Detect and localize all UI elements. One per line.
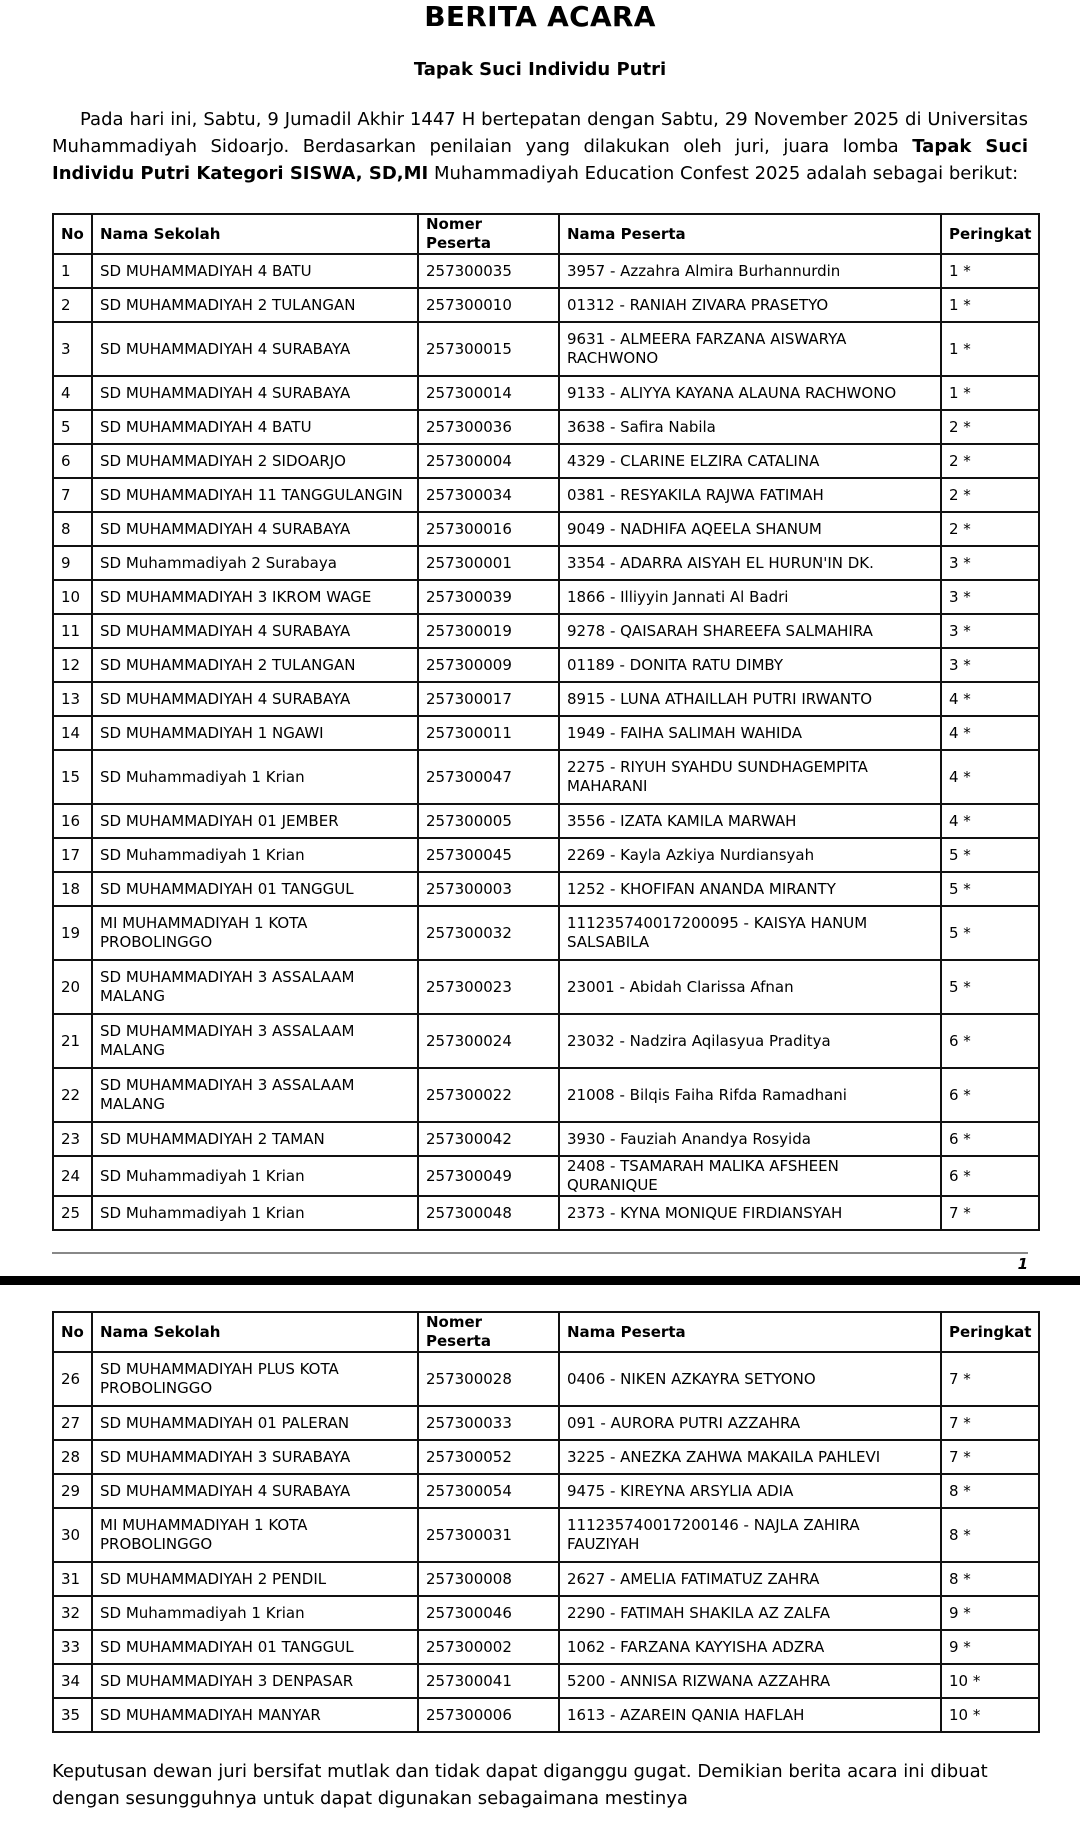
cell-school: SD MUHAMMADIYAH 4 SURABAYA bbox=[92, 1474, 418, 1508]
cell-number: 257300046 bbox=[418, 1596, 559, 1630]
cell-no: 23 bbox=[53, 1122, 92, 1156]
header-rank: Peringkat bbox=[941, 1312, 1039, 1352]
cell-school: MI MUHAMMADIYAH 1 KOTA PROBOLINGGO bbox=[92, 1508, 418, 1562]
cell-rank: 6 * bbox=[941, 1014, 1039, 1068]
cell-rank: 8 * bbox=[941, 1508, 1039, 1562]
cell-number: 257300031 bbox=[418, 1508, 559, 1562]
cell-school: SD MUHAMMADIYAH 3 ASSALAAM MALANG bbox=[92, 1068, 418, 1122]
cell-name: 3354 - ADARRA AISYAH EL HURUN'IN DK. bbox=[559, 546, 941, 580]
table-row bbox=[53, 1068, 1039, 1122]
cell-name: 3930 - Fauziah Anandya Rosyida bbox=[559, 1122, 941, 1156]
cell-number: 257300017 bbox=[418, 682, 559, 716]
cell-number: 257300019 bbox=[418, 614, 559, 648]
cell-school: SD MUHAMMADIYAH 2 TAMAN bbox=[92, 1122, 418, 1156]
cell-number: 257300004 bbox=[418, 444, 559, 478]
cell-no: 15 bbox=[53, 750, 92, 804]
cell-name: 0406 - NIKEN AZKAYRA SETYONO bbox=[559, 1352, 941, 1406]
header-no: No bbox=[53, 214, 92, 254]
table-row bbox=[53, 1122, 1039, 1156]
cell-rank: 3 * bbox=[941, 580, 1039, 614]
cell-number: 257300015 bbox=[418, 322, 559, 376]
cell-rank: 1 * bbox=[941, 376, 1039, 410]
cell-number: 257300048 bbox=[418, 1196, 559, 1230]
table-row bbox=[53, 254, 1039, 288]
cell-no: 12 bbox=[53, 648, 92, 682]
table-row bbox=[53, 906, 1039, 960]
cell-number: 257300022 bbox=[418, 1068, 559, 1122]
results-table-page-1 bbox=[52, 213, 1040, 1231]
cell-number: 257300047 bbox=[418, 750, 559, 804]
table-row bbox=[53, 376, 1039, 410]
table-row bbox=[53, 1508, 1039, 1562]
cell-rank: 4 * bbox=[941, 682, 1039, 716]
cell-school: SD MUHAMMADIYAH 4 BATU bbox=[92, 254, 418, 288]
header-number: Nomer Peserta bbox=[418, 214, 559, 254]
cell-name: 5200 - ANNISA RIZWANA AZZAHRA bbox=[559, 1664, 941, 1698]
cell-name: 21008 - Bilqis Faiha Rifda Ramadhani bbox=[559, 1068, 941, 1122]
cell-name: 9631 - ALMEERA FARZANA AISWARYA RACHWONO bbox=[559, 322, 941, 376]
cell-school: SD Muhammadiyah 1 Krian bbox=[92, 750, 418, 804]
cell-number: 257300010 bbox=[418, 288, 559, 322]
cell-rank: 5 * bbox=[941, 872, 1039, 906]
cell-name: 1866 - Illiyyin Jannati Al Badri bbox=[559, 580, 941, 614]
cell-rank: 2 * bbox=[941, 478, 1039, 512]
cell-no: 20 bbox=[53, 960, 92, 1014]
cell-number: 257300035 bbox=[418, 254, 559, 288]
table-header-row bbox=[53, 1312, 1039, 1352]
cell-rank: 7 * bbox=[941, 1352, 1039, 1406]
cell-school: SD Muhammadiyah 1 Krian bbox=[92, 1596, 418, 1630]
header-school: Nama Sekolah bbox=[92, 214, 418, 254]
cell-rank: 5 * bbox=[941, 838, 1039, 872]
cell-no: 26 bbox=[53, 1352, 92, 1406]
header-school: Nama Sekolah bbox=[92, 1312, 418, 1352]
cell-no: 33 bbox=[53, 1630, 92, 1664]
table-row bbox=[53, 682, 1039, 716]
cell-rank: 1 * bbox=[941, 288, 1039, 322]
intro-text-2: Muhammadiyah Education Confest 2025 adalah sebagai berikut: bbox=[428, 163, 1019, 184]
cell-school: SD Muhammadiyah 1 Krian bbox=[92, 838, 418, 872]
cell-school: SD MUHAMMADIYAH 01 TANGGUL bbox=[92, 1630, 418, 1664]
intro-category-bold: Tapak Suci Individu Putri Kategori SISWA, SD,MI bbox=[52, 136, 1028, 184]
cell-rank: 1 * bbox=[941, 254, 1039, 288]
cell-school: SD MUHAMMADIYAH 3 DENPASAR bbox=[92, 1664, 418, 1698]
cell-rank: 8 * bbox=[941, 1562, 1039, 1596]
cell-rank: 7 * bbox=[941, 1406, 1039, 1440]
table-row bbox=[53, 872, 1039, 906]
cell-number: 257300009 bbox=[418, 648, 559, 682]
cell-rank: 3 * bbox=[941, 614, 1039, 648]
cell-no: 16 bbox=[53, 804, 92, 838]
table-row bbox=[53, 960, 1039, 1014]
cell-number: 257300014 bbox=[418, 376, 559, 410]
cell-rank: 9 * bbox=[941, 1630, 1039, 1664]
table-row bbox=[53, 478, 1039, 512]
cell-school: SD MUHAMMADIYAH 4 SURABAYA bbox=[92, 512, 418, 546]
cell-number: 257300028 bbox=[418, 1352, 559, 1406]
cell-name: 9475 - KIREYNA ARSYLIA ADIA bbox=[559, 1474, 941, 1508]
closing-paragraph: Keputusan dewan juri bersifat mutlak dan tidak dapat diganggu gugat. Demikian berita acara ini dibuat dengan sesungguhnya untuk dapat digunakan sebagaimana mestinya bbox=[52, 1761, 988, 1809]
intro-text-1: Pada hari ini, Sabtu, 9 Jumadil Akhir 1447 H bertepatan dengan Sabtu, 29 November 2025 di Universitas Muhammadiyah Sidoarjo. Berdasarkan penilaian yang dilakukan oleh juri, juara lomba bbox=[52, 109, 1028, 157]
cell-name: 2269 - Kayla Azkiya Nurdiansyah bbox=[559, 838, 941, 872]
cell-rank: 6 * bbox=[941, 1156, 1039, 1196]
page-footer-rule bbox=[52, 1252, 1028, 1254]
cell-no: 14 bbox=[53, 716, 92, 750]
cell-rank: 10 * bbox=[941, 1664, 1039, 1698]
cell-no: 35 bbox=[53, 1698, 92, 1732]
cell-number: 257300033 bbox=[418, 1406, 559, 1440]
cell-school: SD MUHAMMADIYAH 4 SURABAYA bbox=[92, 322, 418, 376]
cell-name: 2408 - TSAMARAH MALIKA AFSHEEN QURANIQUE bbox=[559, 1156, 941, 1196]
cell-name: 3225 - ANEZKA ZAHWA MAKAILA PAHLEVI bbox=[559, 1440, 941, 1474]
cell-school: SD Muhammadiyah 2 Surabaya bbox=[92, 546, 418, 580]
table-row bbox=[53, 1406, 1039, 1440]
page-number: 1 bbox=[1017, 1255, 1028, 1273]
table-row bbox=[53, 322, 1039, 376]
cell-no: 7 bbox=[53, 478, 92, 512]
cell-school: SD MUHAMMADIYAH 1 NGAWI bbox=[92, 716, 418, 750]
cell-school: SD MUHAMMADIYAH 11 TANGGULANGIN bbox=[92, 478, 418, 512]
cell-number: 257300034 bbox=[418, 478, 559, 512]
cell-number: 257300016 bbox=[418, 512, 559, 546]
table-row bbox=[53, 580, 1039, 614]
cell-rank: 3 * bbox=[941, 546, 1039, 580]
cell-name: 01312 - RANIAH ZIVARA PRASETYO bbox=[559, 288, 941, 322]
table-body-page-1 bbox=[53, 254, 1039, 1230]
cell-rank: 8 * bbox=[941, 1474, 1039, 1508]
cell-no: 28 bbox=[53, 1440, 92, 1474]
cell-name: 1613 - AZAREIN QANIA HAFLAH bbox=[559, 1698, 941, 1732]
cell-name: 3957 - Azzahra Almira Burhannurdin bbox=[559, 254, 941, 288]
intro-paragraph bbox=[52, 106, 1028, 187]
cell-rank: 7 * bbox=[941, 1196, 1039, 1230]
cell-number: 257300002 bbox=[418, 1630, 559, 1664]
table-body-page-2 bbox=[53, 1352, 1039, 1732]
cell-name: 2373 - KYNA MONIQUE FIRDIANSYAH bbox=[559, 1196, 941, 1230]
cell-name: 23032 - Nadzira Aqilasyua Praditya bbox=[559, 1014, 941, 1068]
header-name: Nama Peserta bbox=[559, 1312, 941, 1352]
cell-number: 257300045 bbox=[418, 838, 559, 872]
cell-name: 0381 - RESYAKILA RAJWA FATIMAH bbox=[559, 478, 941, 512]
cell-number: 257300006 bbox=[418, 1698, 559, 1732]
cell-no: 29 bbox=[53, 1474, 92, 1508]
cell-school: SD MUHAMMADIYAH 4 SURABAYA bbox=[92, 682, 418, 716]
cell-name: 4329 - CLARINE ELZIRA CATALINA bbox=[559, 444, 941, 478]
cell-name: 23001 - Abidah Clarissa Afnan bbox=[559, 960, 941, 1014]
cell-rank: 6 * bbox=[941, 1068, 1039, 1122]
table-row bbox=[53, 1596, 1039, 1630]
table-row bbox=[53, 1156, 1039, 1196]
cell-no: 24 bbox=[53, 1156, 92, 1196]
cell-number: 257300054 bbox=[418, 1474, 559, 1508]
cell-name: 9049 - NADHIFA AQEELA SHANUM bbox=[559, 512, 941, 546]
cell-school: SD MUHAMMADIYAH 4 SURABAYA bbox=[92, 614, 418, 648]
table-row bbox=[53, 716, 1039, 750]
cell-no: 31 bbox=[53, 1562, 92, 1596]
header-name: Nama Peserta bbox=[559, 214, 941, 254]
cell-number: 257300024 bbox=[418, 1014, 559, 1068]
cell-no: 4 bbox=[53, 376, 92, 410]
cell-rank: 7 * bbox=[941, 1440, 1039, 1474]
cell-rank: 4 * bbox=[941, 716, 1039, 750]
cell-no: 11 bbox=[53, 614, 92, 648]
table-row bbox=[53, 1474, 1039, 1508]
cell-school: SD MUHAMMADIYAH 3 IKROM WAGE bbox=[92, 580, 418, 614]
header-number: Nomer Peserta bbox=[418, 1312, 559, 1352]
cell-number: 257300003 bbox=[418, 872, 559, 906]
table-row bbox=[53, 1698, 1039, 1732]
cell-school: SD MUHAMMADIYAH 01 JEMBER bbox=[92, 804, 418, 838]
cell-name: 01189 - DONITA RATU DIMBY bbox=[559, 648, 941, 682]
cell-number: 257300036 bbox=[418, 410, 559, 444]
table-row bbox=[53, 410, 1039, 444]
cell-school: SD MUHAMMADIYAH 4 BATU bbox=[92, 410, 418, 444]
table-row bbox=[53, 804, 1039, 838]
table-row bbox=[53, 1630, 1039, 1664]
cell-name: 1949 - FAIHA SALIMAH WAHIDA bbox=[559, 716, 941, 750]
table-row bbox=[53, 1196, 1039, 1230]
cell-rank: 2 * bbox=[941, 410, 1039, 444]
cell-school: SD Muhammadiyah 1 Krian bbox=[92, 1156, 418, 1196]
cell-rank: 4 * bbox=[941, 804, 1039, 838]
cell-rank: 5 * bbox=[941, 960, 1039, 1014]
cell-no: 10 bbox=[53, 580, 92, 614]
cell-number: 257300039 bbox=[418, 580, 559, 614]
cell-school: SD MUHAMMADIYAH 01 PALERAN bbox=[92, 1406, 418, 1440]
cell-school: SD Muhammadiyah 1 Krian bbox=[92, 1196, 418, 1230]
cell-name: 9278 - QAISARAH SHAREEFA SALMAHIRA bbox=[559, 614, 941, 648]
cell-name: 1252 - KHOFIFAN ANANDA MIRANTY bbox=[559, 872, 941, 906]
cell-number: 257300052 bbox=[418, 1440, 559, 1474]
cell-number: 257300008 bbox=[418, 1562, 559, 1596]
cell-school: SD MUHAMMADIYAH MANYAR bbox=[92, 1698, 418, 1732]
cell-no: 21 bbox=[53, 1014, 92, 1068]
cell-number: 257300001 bbox=[418, 546, 559, 580]
table-row bbox=[53, 614, 1039, 648]
cell-rank: 10 * bbox=[941, 1698, 1039, 1732]
cell-name: 2627 - AMELIA FATIMATUZ ZAHRA bbox=[559, 1562, 941, 1596]
cell-name: 2290 - FATIMAH SHAKILA AZ ZALFA bbox=[559, 1596, 941, 1630]
table-row bbox=[53, 546, 1039, 580]
cell-no: 22 bbox=[53, 1068, 92, 1122]
cell-no: 17 bbox=[53, 838, 92, 872]
cell-rank: 3 * bbox=[941, 648, 1039, 682]
results-table-page-2 bbox=[52, 1311, 1040, 1733]
cell-school: SD MUHAMMADIYAH 2 TULANGAN bbox=[92, 648, 418, 682]
cell-number: 257300042 bbox=[418, 1122, 559, 1156]
table-row bbox=[53, 1562, 1039, 1596]
table-header-row bbox=[53, 214, 1039, 254]
cell-no: 8 bbox=[53, 512, 92, 546]
cell-rank: 6 * bbox=[941, 1122, 1039, 1156]
document-subtitle: Tapak Suci Individu Putri bbox=[413, 59, 667, 80]
cell-name: 3638 - Safira Nabila bbox=[559, 410, 941, 444]
table-row bbox=[53, 1664, 1039, 1698]
cell-no: 18 bbox=[53, 872, 92, 906]
cell-number: 257300005 bbox=[418, 804, 559, 838]
cell-name: 1062 - FARZANA KAYYISHA ADZRA bbox=[559, 1630, 941, 1664]
cell-no: 34 bbox=[53, 1664, 92, 1698]
header-rank: Peringkat bbox=[941, 214, 1039, 254]
cell-school: SD MUHAMMADIYAH 3 ASSALAAM MALANG bbox=[92, 1014, 418, 1068]
table-row bbox=[53, 1440, 1039, 1474]
cell-rank: 9 * bbox=[941, 1596, 1039, 1630]
cell-number: 257300041 bbox=[418, 1664, 559, 1698]
table-row bbox=[53, 444, 1039, 478]
cell-school: SD MUHAMMADIYAH 2 PENDIL bbox=[92, 1562, 418, 1596]
cell-number: 257300023 bbox=[418, 960, 559, 1014]
cell-no: 2 bbox=[53, 288, 92, 322]
cell-school: SD MUHAMMADIYAH 4 SURABAYA bbox=[92, 376, 418, 410]
table-row bbox=[53, 1014, 1039, 1068]
cell-no: 32 bbox=[53, 1596, 92, 1630]
cell-no: 19 bbox=[53, 906, 92, 960]
table-row bbox=[53, 648, 1039, 682]
header-no: No bbox=[53, 1312, 92, 1352]
cell-rank: 2 * bbox=[941, 512, 1039, 546]
cell-name: 091 - AURORA PUTRI AZZAHRA bbox=[559, 1406, 941, 1440]
cell-no: 3 bbox=[53, 322, 92, 376]
cell-rank: 1 * bbox=[941, 322, 1039, 376]
cell-number: 257300032 bbox=[418, 906, 559, 960]
cell-name: 9133 - ALIYYA KAYANA ALAUNA RACHWONO bbox=[559, 376, 941, 410]
table-row bbox=[53, 1352, 1039, 1406]
cell-number: 257300011 bbox=[418, 716, 559, 750]
cell-school: SD MUHAMMADIYAH 3 SURABAYA bbox=[92, 1440, 418, 1474]
page-break-divider bbox=[0, 1276, 1080, 1285]
table-row bbox=[53, 750, 1039, 804]
cell-no: 25 bbox=[53, 1196, 92, 1230]
cell-no: 6 bbox=[53, 444, 92, 478]
cell-name: 111235740017200146 - NAJLA ZAHIRA FAUZIYAH bbox=[559, 1508, 941, 1562]
cell-number: 257300049 bbox=[418, 1156, 559, 1196]
table-row bbox=[53, 288, 1039, 322]
cell-name: 111235740017200095 - KAISYA HANUM SALSABILA bbox=[559, 906, 941, 960]
cell-no: 9 bbox=[53, 546, 92, 580]
cell-school: SD MUHAMMADIYAH 2 SIDOARJO bbox=[92, 444, 418, 478]
cell-no: 5 bbox=[53, 410, 92, 444]
cell-rank: 5 * bbox=[941, 906, 1039, 960]
cell-school: SD MUHAMMADIYAH 01 TANGGUL bbox=[92, 872, 418, 906]
document-title: BERITA ACARA bbox=[424, 0, 656, 33]
cell-no: 27 bbox=[53, 1406, 92, 1440]
table-row bbox=[53, 512, 1039, 546]
cell-no: 30 bbox=[53, 1508, 92, 1562]
cell-rank: 2 * bbox=[941, 444, 1039, 478]
cell-rank: 4 * bbox=[941, 750, 1039, 804]
cell-school: MI MUHAMMADIYAH 1 KOTA PROBOLINGGO bbox=[92, 906, 418, 960]
cell-school: SD MUHAMMADIYAH 2 TULANGAN bbox=[92, 288, 418, 322]
cell-no: 1 bbox=[53, 254, 92, 288]
cell-school: SD MUHAMMADIYAH PLUS KOTA PROBOLINGGO bbox=[92, 1352, 418, 1406]
cell-school: SD MUHAMMADIYAH 3 ASSALAAM MALANG bbox=[92, 960, 418, 1014]
cell-name: 3556 - IZATA KAMILA MARWAH bbox=[559, 804, 941, 838]
cell-name: 8915 - LUNA ATHAILLAH PUTRI IRWANTO bbox=[559, 682, 941, 716]
table-row bbox=[53, 838, 1039, 872]
cell-name: 2275 - RIYUH SYAHDU SUNDHAGEMPITA MAHARANI bbox=[559, 750, 941, 804]
cell-no: 13 bbox=[53, 682, 92, 716]
